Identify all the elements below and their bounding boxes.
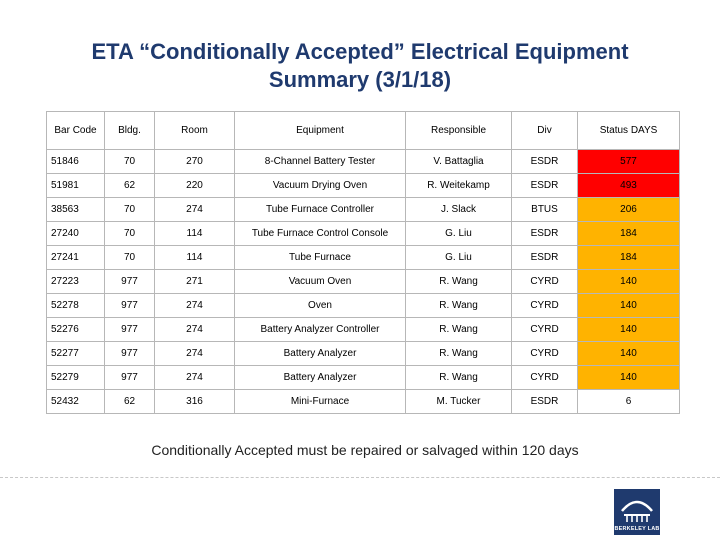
cell-status-days: 140 [578, 294, 680, 318]
cell-bldg: 977 [105, 318, 155, 342]
cell-equipment: Tube Furnace [235, 246, 406, 270]
cell-div: ESDR [512, 150, 578, 174]
cell-bldg: 70 [105, 222, 155, 246]
cell-status-days: 577 [578, 150, 680, 174]
cell-div: CYRD [512, 294, 578, 318]
cell-room: 114 [155, 246, 235, 270]
cell-bar-code: 52432 [47, 390, 105, 414]
table-row [47, 270, 680, 294]
cell-status-days: 140 [578, 342, 680, 366]
cell-div: ESDR [512, 222, 578, 246]
cell-equipment: Oven [235, 294, 406, 318]
cell-bldg: 70 [105, 246, 155, 270]
header-room: Room [155, 112, 235, 150]
cell-responsible: J. Slack [406, 198, 512, 222]
table-row [47, 390, 680, 414]
cell-room: 271 [155, 270, 235, 294]
cell-status-days: 184 [578, 246, 680, 270]
cell-equipment: Battery Analyzer [235, 342, 406, 366]
cell-room: 274 [155, 366, 235, 390]
cell-responsible: R. Wang [406, 270, 512, 294]
table-row [47, 366, 680, 390]
cell-responsible: G. Liu [406, 222, 512, 246]
cell-div: CYRD [512, 270, 578, 294]
footer-divider [0, 477, 720, 478]
table-row [47, 150, 680, 174]
table-row [47, 174, 680, 198]
cell-responsible: R. Weitekamp [406, 174, 512, 198]
cell-responsible: G. Liu [406, 246, 512, 270]
logo-text: BERKELEY LAB [614, 526, 660, 532]
table-row [47, 318, 680, 342]
cell-bar-code: 38563 [47, 198, 105, 222]
cell-bar-code: 52278 [47, 294, 105, 318]
header-bar-code: Bar Code [47, 112, 105, 150]
cell-responsible: R. Wang [406, 294, 512, 318]
cell-responsible: R. Wang [406, 366, 512, 390]
cell-bldg: 977 [105, 270, 155, 294]
cell-room: 274 [155, 318, 235, 342]
table-row [47, 222, 680, 246]
cell-equipment: Vacuum Drying Oven [235, 174, 406, 198]
cell-div: ESDR [512, 390, 578, 414]
cell-room: 274 [155, 198, 235, 222]
cell-bldg: 62 [105, 390, 155, 414]
table-row [47, 342, 680, 366]
cell-status-days: 6 [578, 390, 680, 414]
cell-equipment: Tube Furnace Controller [235, 198, 406, 222]
cell-bar-code: 27223 [47, 270, 105, 294]
table-row [47, 246, 680, 270]
cell-div: BTUS [512, 198, 578, 222]
cell-bar-code: 27241 [47, 246, 105, 270]
cell-responsible: V. Battaglia [406, 150, 512, 174]
cell-status-days: 184 [578, 222, 680, 246]
header-equipment: Equipment [235, 112, 406, 150]
cell-bldg: 977 [105, 342, 155, 366]
cell-bar-code: 51846 [47, 150, 105, 174]
equipment-table [46, 111, 680, 414]
cell-bar-code: 52277 [47, 342, 105, 366]
equipment-table-container [46, 111, 679, 414]
cell-bldg: 977 [105, 366, 155, 390]
cell-room: 114 [155, 222, 235, 246]
cell-div: CYRD [512, 366, 578, 390]
cell-div: CYRD [512, 342, 578, 366]
cell-room: 220 [155, 174, 235, 198]
cell-status-days: 140 [578, 318, 680, 342]
cell-status-days: 140 [578, 270, 680, 294]
table-row [47, 198, 680, 222]
cell-responsible: M. Tucker [406, 390, 512, 414]
cell-equipment: Battery Analyzer Controller [235, 318, 406, 342]
cell-bar-code: 52276 [47, 318, 105, 342]
cell-room: 316 [155, 390, 235, 414]
cell-div: ESDR [512, 246, 578, 270]
header-bldg: Bldg. [105, 112, 155, 150]
cell-status-days: 493 [578, 174, 680, 198]
berkeley-lab-logo-icon [614, 489, 660, 535]
cell-equipment: Battery Analyzer [235, 366, 406, 390]
cell-equipment: Vacuum Oven [235, 270, 406, 294]
table-body [47, 150, 680, 414]
page-title: ETA “Conditionally Accepted” Electrical Equipment Summary (3/1/18) [91, 39, 629, 92]
cell-room: 270 [155, 150, 235, 174]
cell-status-days: 140 [578, 366, 680, 390]
cell-responsible: R. Wang [406, 342, 512, 366]
cell-equipment: Mini-Furnace [235, 390, 406, 414]
footnote: Conditionally Accepted must be repaired or salvaged within 120 days [151, 442, 579, 458]
cell-bldg: 70 [105, 150, 155, 174]
cell-responsible: R. Wang [406, 318, 512, 342]
cell-bar-code: 52279 [47, 366, 105, 390]
header-div: Div [512, 112, 578, 150]
cell-div: CYRD [512, 318, 578, 342]
cell-div: ESDR [512, 174, 578, 198]
cell-room: 274 [155, 342, 235, 366]
cell-bldg: 70 [105, 198, 155, 222]
cell-bar-code: 51981 [47, 174, 105, 198]
cell-equipment: 8-Channel Battery Tester [235, 150, 406, 174]
cell-bar-code: 27240 [47, 222, 105, 246]
table-header-row [47, 112, 680, 150]
cell-bldg: 977 [105, 294, 155, 318]
header-status-days: Status DAYS [578, 112, 680, 150]
header-responsible: Responsible [406, 112, 512, 150]
table-row [47, 294, 680, 318]
cell-bldg: 62 [105, 174, 155, 198]
cell-room: 274 [155, 294, 235, 318]
cell-status-days: 206 [578, 198, 680, 222]
cell-equipment: Tube Furnace Control Console [235, 222, 406, 246]
